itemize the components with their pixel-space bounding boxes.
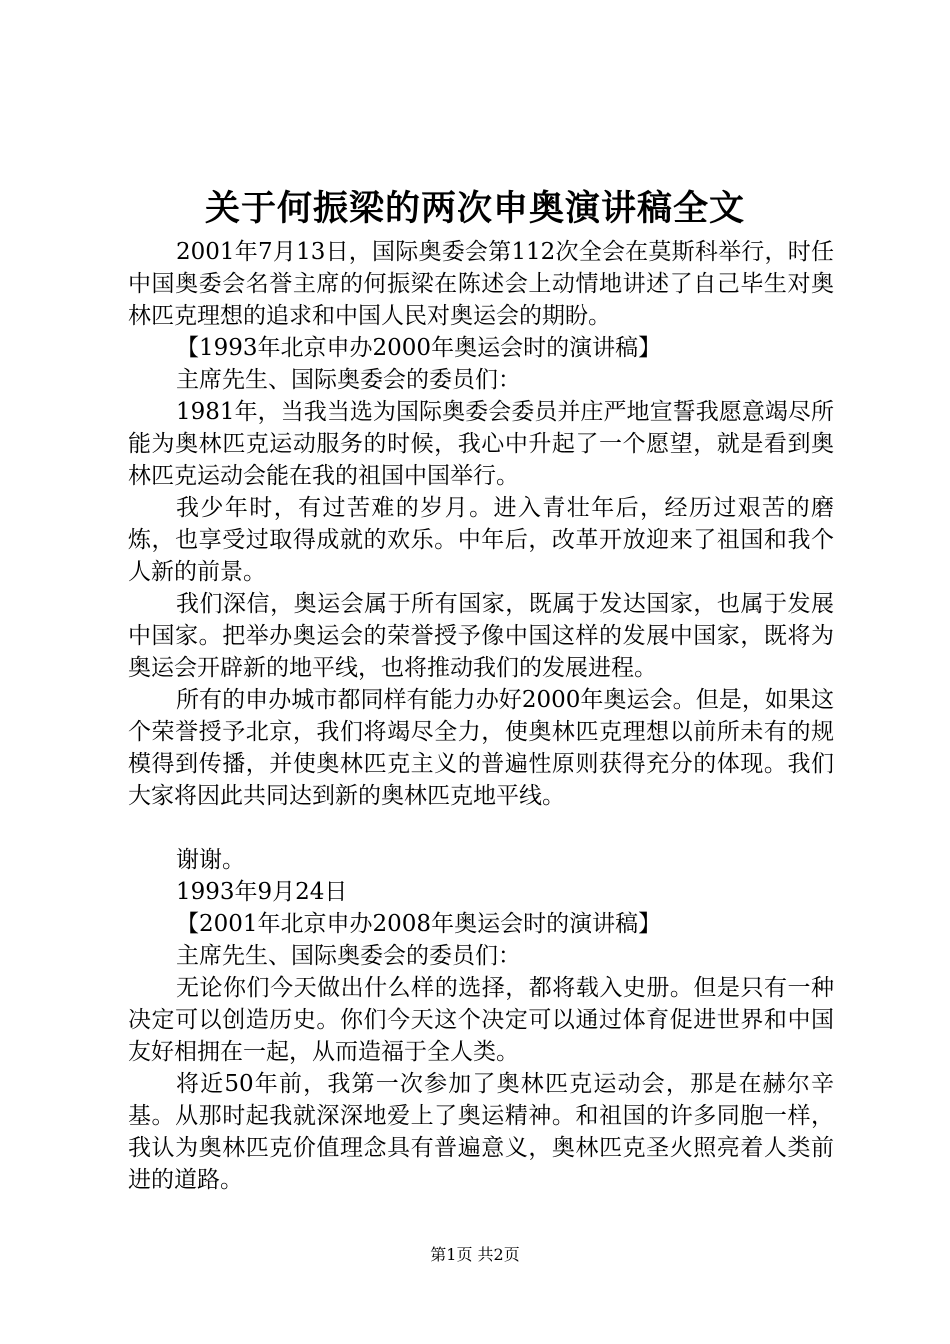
paragraph-1993-4: 所有的申办城市都同样有能力办好2000年奥运会。但是，如果这个荣誉授予北京，我们将竭尽全力，使奥林匹克理想以前所未有的规模得到传播，并使奥林匹克主义的普遍性原则获得充分的体现。我们大家将因此共同达到新的奥林匹克地平线。: [128, 687, 834, 809]
paragraph-intro: 2001年7月13日，国际奥委会第112次全会在莫斯科举行，时任中国奥委会名誉主席的何振梁在陈述会上动情地讲述了自己毕生对奥林匹克理想的追求和中国人民对奥运会的期盼。: [128, 239, 834, 329]
date-line-1993: 1993年9月24日: [176, 879, 348, 905]
document-title: 关于何振梁的两次申奥演讲稿全文: [204, 188, 745, 229]
paragraph-1993-2: 我少年时，有过苦难的岁月。进入青壮年后，经历过艰苦的磨炼，也享受过取得成就的欢乐。中年后，改革开放迎来了祖国和我个人新的前景。: [128, 495, 834, 585]
section-heading-1993: 【1993年北京申办2000年奥运会时的演讲稿】: [176, 335, 662, 361]
paragraph-2001-1: 无论你们今天做出什么样的选择，都将载入史册。但是只有一种决定可以创造历史。你们今天这个决定可以通过体育促进世界和中国友好相拥在一起，从而造福于全人类。: [128, 975, 834, 1065]
paragraph-1993-3: 我们深信，奥运会属于所有国家，既属于发达国家，也属于发展中国家。把举办奥运会的荣誉授予像中国这样的发展中国家，既将为奥运会开辟新的地平线，也将推动我们的发展进程。: [128, 591, 834, 681]
blank-line: [128, 812, 834, 844]
document-body: [128, 236, 834, 1196]
salutation-2001: 主席先生、国际奥委会的委员们：: [176, 943, 521, 969]
paragraph-1993-1: 1981年，当我当选为国际奥委会委员并庄严地宣誓我愿意竭尽所能为奥林匹克运动服务的时候，我心中升起了一个愿望，就是看到奥林匹克运动会能在我的祖国中国举行。: [128, 399, 834, 489]
page-number-footer: 第1页 共2页: [430, 1245, 520, 1264]
salutation-1993: 主席先生、国际奥委会的委员们：: [176, 367, 521, 393]
closing-thanks: 谢谢。: [176, 847, 245, 873]
paragraph-2001-2: 将近50年前，我第一次参加了奥林匹克运动会，那是在赫尔辛基。从那时起我就深深地爱上了奥运精神。和祖国的许多同胞一样，我认为奥林匹克价值理念具有普遍意义，奥林匹克圣火照亮着人类前进的道路。: [128, 1071, 834, 1193]
section-heading-2001: 【2001年北京申办2008年奥运会时的演讲稿】: [176, 911, 662, 937]
